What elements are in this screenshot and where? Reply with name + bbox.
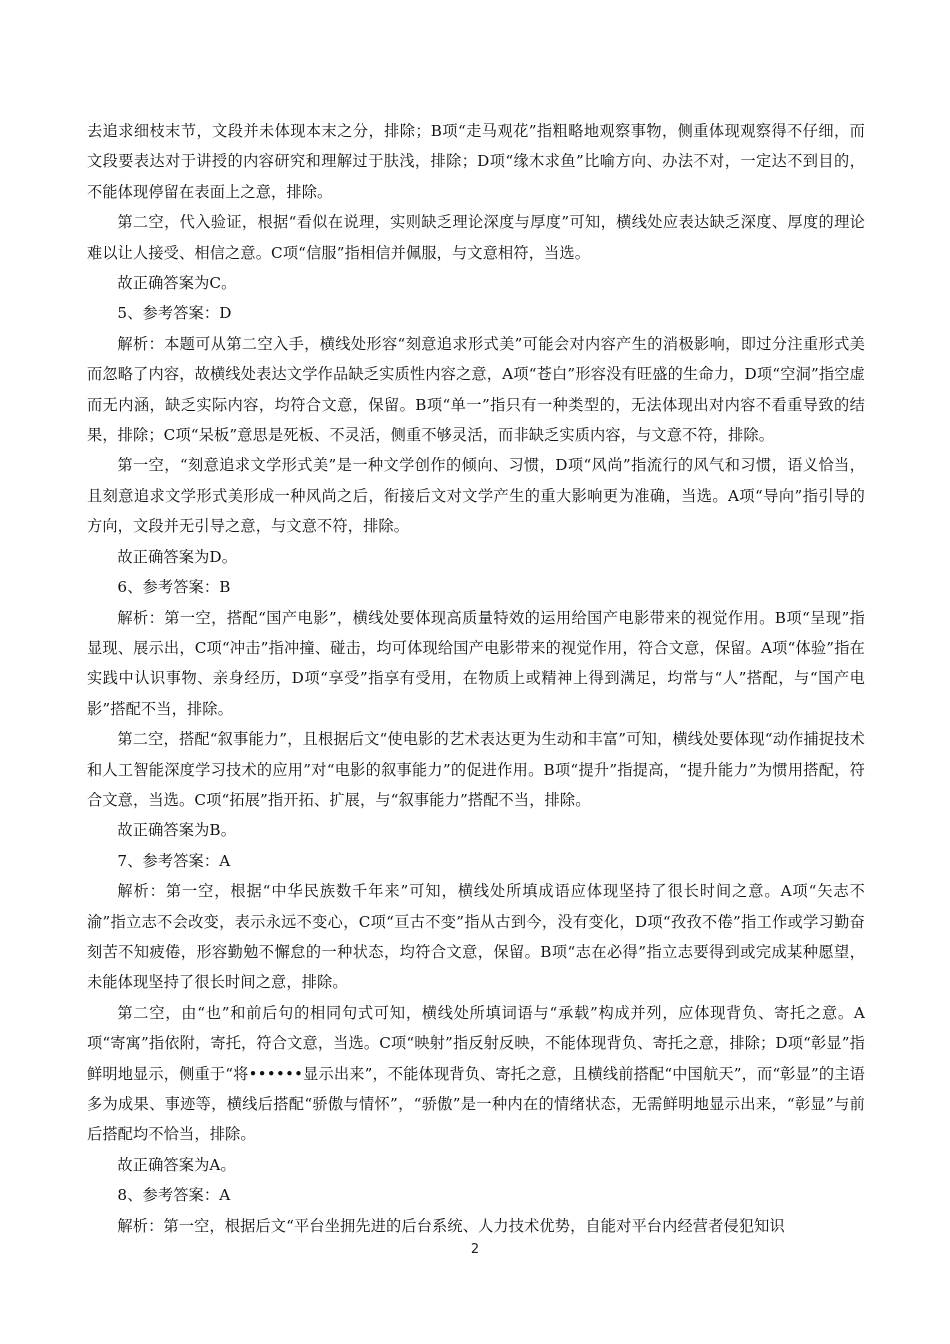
question-answer-heading: 5、参考答案：D xyxy=(117,304,232,323)
question-answer-heading: 8、参考答案：A xyxy=(117,1186,231,1205)
document-body xyxy=(87,116,865,1241)
paragraph: 第二空，代入验证，根据“看似在说理，实则缺乏理论深度与厚度”可知，横线处应表达缺乏深度、厚度的理论难以让人接受、相信之意。C项“信服”指相信并佩服，与文意相符，当选。 xyxy=(87,213,865,262)
question-answer-heading: 7、参考答案：A xyxy=(117,851,231,870)
paragraph: 解析：第一空，根据后文“平台坐拥先进的后台系统、人力技术优势，自能对平台内经营者侵犯知识 xyxy=(117,1216,785,1235)
page-number: 2 xyxy=(470,1242,480,1257)
paragraph: 第二空，由“也”和前后句的相同句式可知，横线处所填词语与“承载”构成并列，应体现背负、寄托之意。A项“寄寓”指依附，寄托，符合文意，当选。C项“映射”指反射反映，不能体现背负、寄托之意，排除；D项“彰显”指鲜明地显示，侧重于“将••••••显示出来”，不能体现背负、寄托之意，且横线前搭配“中国航天”，而“彰显”的主语多为成果、事迹等，横线后搭配“骄傲与情怀”，“骄傲”是一种内在的情绪状态，无需鲜明地显示出来，“彰显”与前后搭配均不恰当，排除。 xyxy=(87,1003,865,1144)
question-answer-heading: 6、参考答案：B xyxy=(117,578,231,597)
answer-conclusion: 故正确答案为C。 xyxy=(117,274,237,293)
answer-conclusion: 故正确答案为D。 xyxy=(117,547,238,566)
paragraph: 解析：本题可从第二空入手，横线处形容“刻意追求形式美”可能会对内容产生的消极影响，即过分注重形式美而忽略了内容，故横线处表达文学作品缺乏实质性内容之意，A项“苍白”形容没有旺盛的生命力，D项“空洞”指空虚而无内涵，缺乏实际内容，均符合文意，保留。B项“单一”指只有一种类型的，无法体现出对内容不看重导致的结果，排除；C项“呆板”意思是死板、不灵活，侧重不够灵活，而非缺乏实质内容，与文意不符，排除。 xyxy=(87,334,865,445)
paragraph: 第二空，搭配“叙事能力”，且根据后文“使电影的艺术表达更为生动和丰富”可知，横线处要体现“动作捕捉技术和人工智能深度学习技术的应用”对“电影的叙事能力”的促进作用。B项“提升”指提高，“提升能力”为惯用搭配，符合文意，当选。C项“拓展”指开拓、扩展，与“叙事能力”搭配不当，排除。 xyxy=(87,730,865,809)
answer-conclusion: 故正确答案为B。 xyxy=(117,821,237,840)
paragraph: 解析：第一空，搭配“国产电影”，横线处要体现高质量特效的运用给国产电影带来的视觉作用。B项“呈现”指显现、展示出，C项“冲击”指冲撞、碰击，均可体现给国产电影带来的视觉作用，符合文意，保留。A项“体验”指在实践中认识事物、亲身经历，D项“享受”指享有受用，在物质上或精神上得到满足，均常与“人”搭配，与“国产电影”搭配不当，排除。 xyxy=(87,608,865,718)
paragraph: 去追求细枝末节，文段并未体现本末之分，排除；B项“走马观花”指粗略地观察事物，侧重体现观察得不仔细，而文段要表达对于讲授的内容研究和理解过于肤浅，排除；D项“缘木求鱼”比喻方向、办法不对，一定达不到目的，不能体现停留在表面上之意，排除。 xyxy=(87,122,865,201)
answer-conclusion: 故正确答案为A。 xyxy=(117,1155,236,1174)
paragraph: 解析：第一空，根据“中华民族数千年来”可知，横线处所填成语应体现坚持了很长时间之意。A项“矢志不渝”指立志不会改变，表示永远不变心，C项“亘古不变”指从古到今，没有变化，D项“孜孜不倦”指工作或学习勤奋刻苦不知疲倦，形容勤勉不懈怠的一种状态，均符合文意，保留。B项“志在必得”指立志要得到或完成某种愿望，未能体现坚持了很长时间之意，排除。 xyxy=(87,882,865,992)
paragraph: 第一空，“刻意追求文学形式美”是一种文学创作的倾向、习惯，D项“风尚”指流行的风气和习惯，语义恰当，且刻意追求文学形式美形成一种风尚之后，衔接后文对文学产生的重大影响更为准确，当选。A项“导向”指引导的方向，文段并无引导之意，与文意不符，排除。 xyxy=(87,456,865,536)
